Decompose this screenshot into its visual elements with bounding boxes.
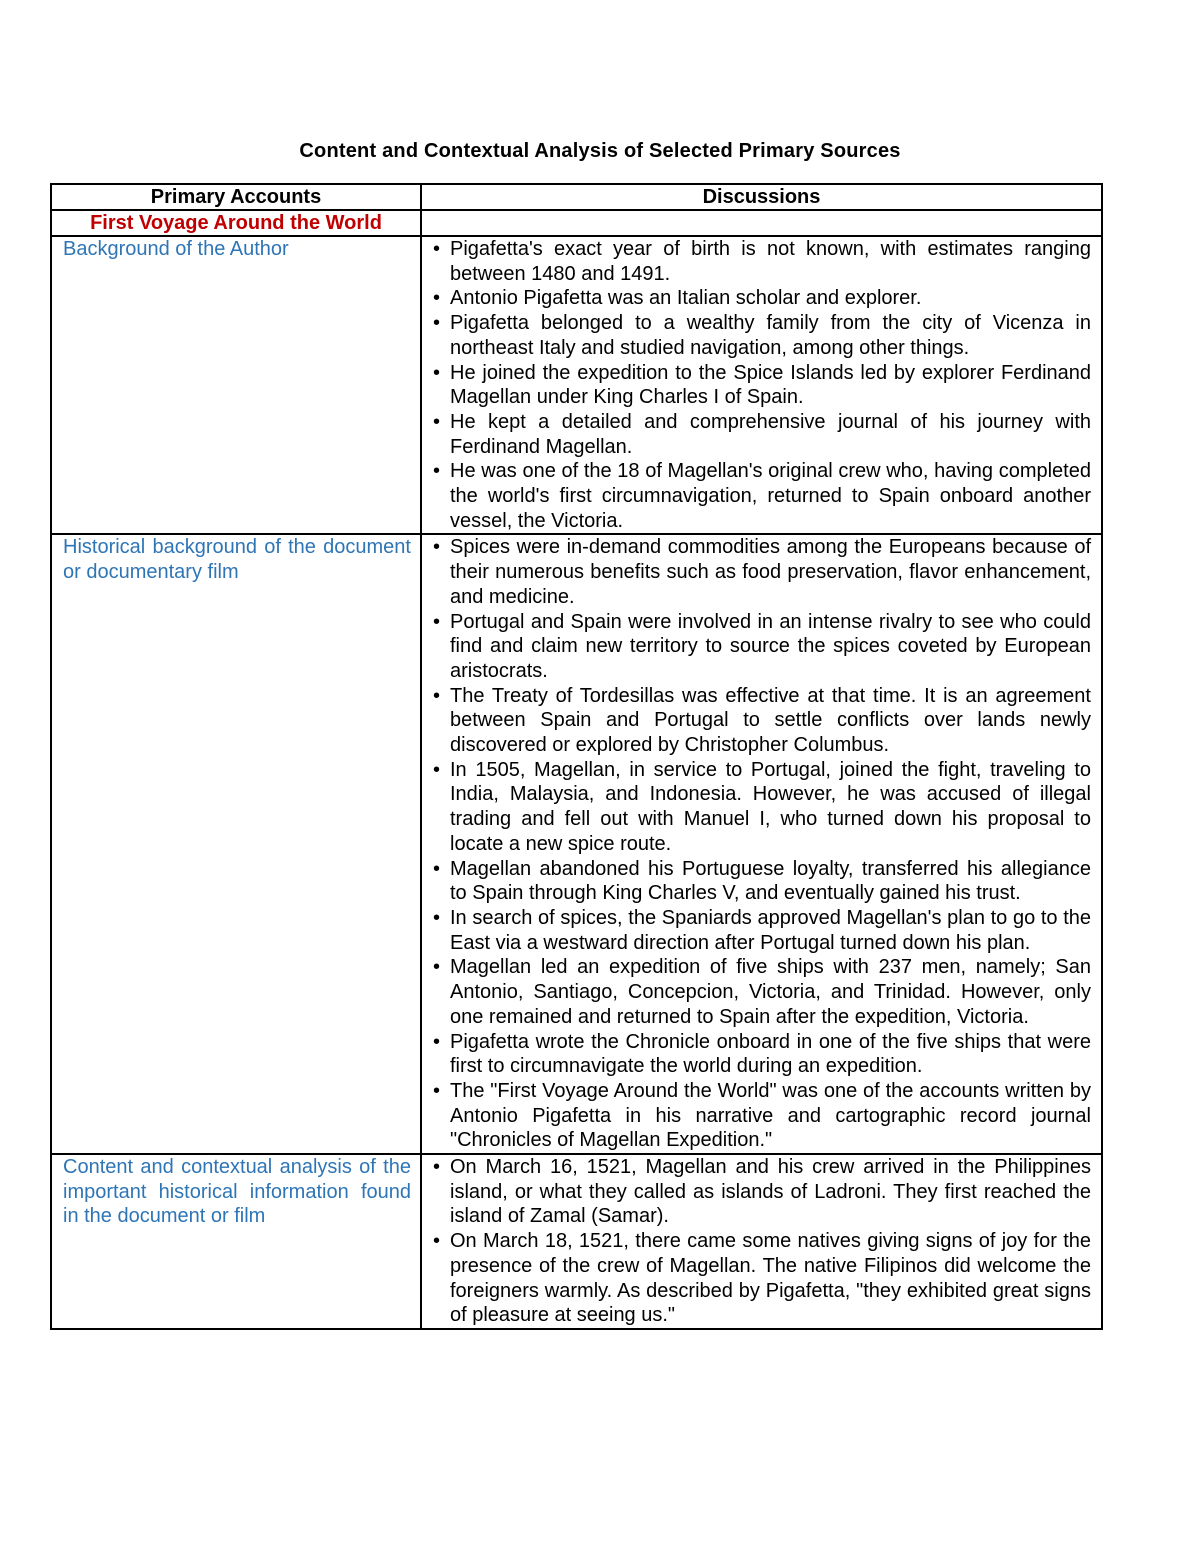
bullet-list	[431, 1155, 1091, 1328]
list-item: • In search of spices, the Spaniards approved Magellan's plan to go to the East via a westward direction after Portugal turned down his plan.	[431, 906, 1091, 955]
discussion-cell	[421, 1154, 1102, 1329]
discussion-cell	[421, 236, 1102, 534]
list-item: • On March 18, 1521, there came some natives giving signs of joy for the presence of the crew of Magellan. The native Filipinos did welcome the foreigners warmly. As described by Pigafetta, "they exhibited great signs of pleasure at seeing us."	[431, 1229, 1091, 1328]
header-row	[51, 184, 1102, 210]
bullet-list	[431, 535, 1091, 1153]
list-item: • The "First Voyage Around the World" was one of the accounts written by Antonio Pigafetta in his narrative and cartographic record journal "Chronicles of Magellan Expedition."	[431, 1079, 1091, 1153]
row-label-background-author: Background of the Author	[51, 236, 421, 534]
list-item: • The Treaty of Tordesillas was effective at that time. It is an agreement between Spain and Portugal to settle conflicts over lands newly discovered or explored by Christopher Columbus.	[431, 684, 1091, 758]
row-label-content-analysis: Content and contextual analysis of the important historical information found in the document or film	[51, 1154, 421, 1329]
list-item: • Portugal and Spain were involved in an intense rivalry to see who could find and claim new territory to source the spices coveted by European aristocrats.	[431, 610, 1091, 684]
list-item: • He was one of the 18 of Magellan's original crew who, having completed the world's first circumnavigation, returned to Spain onboard another vessel, the Victoria.	[431, 459, 1091, 533]
page-title: Content and Contextual Analysis of Selected Primary Sources	[299, 140, 901, 162]
header-primary-accounts: Primary Accounts	[51, 184, 421, 210]
analysis-table	[50, 183, 1103, 1330]
table-row	[51, 236, 1102, 534]
list-item: • Spices were in-demand commodities among the Europeans because of their numerous benefits such as food preservation, flavor enhancement, and medicine.	[431, 535, 1091, 609]
table-row	[51, 534, 1102, 1154]
list-item: • Pigafetta belonged to a wealthy family from the city of Vicenza in northeast Italy and studied navigation, among other things.	[431, 311, 1091, 360]
list-item: • Pigafetta wrote the Chronicle onboard in one of the five ships that were first to circumnavigate the world during an expedition.	[431, 1030, 1091, 1079]
section-empty-cell	[421, 210, 1102, 236]
header-discussions: Discussions	[421, 184, 1102, 210]
section-row	[51, 210, 1102, 236]
list-item: • On March 16, 1521, Magellan and his crew arrived in the Philippines island, or what they called as islands of Ladroni. They first reached the island of Zamal (Samar).	[431, 1155, 1091, 1229]
list-item: • Magellan abandoned his Portuguese loyalty, transferred his allegiance to Spain through King Charles V, and eventually gained his trust.	[431, 857, 1091, 906]
list-item: • He kept a detailed and comprehensive journal of his journey with Ferdinand Magellan.	[431, 410, 1091, 459]
discussion-cell	[421, 534, 1102, 1154]
row-label-historical-background: Historical background of the document or documentary film	[51, 534, 421, 1154]
bullet-list	[431, 237, 1091, 533]
list-item: • In 1505, Magellan, in service to Portugal, joined the fight, traveling to India, Malaysia, and Indonesia. However, he was accused of illegal trading and fell out with Manuel I, who turned down his proposal to locate a new spice route.	[431, 758, 1091, 857]
list-item: • He joined the expedition to the Spice Islands led by explorer Ferdinand Magellan under King Charles I of Spain.	[431, 361, 1091, 410]
section-title: First Voyage Around the World	[51, 210, 421, 236]
list-item: • Magellan led an expedition of five ships with 237 men, namely; San Antonio, Santiago, Concepcion, Victoria, and Trinidad. However, only one remained and returned to Spain after the expedition, Victoria.	[431, 955, 1091, 1029]
list-item: • Pigafetta's exact year of birth is not known, with estimates ranging between 1480 and 1491.	[431, 237, 1091, 286]
table-row	[51, 1154, 1102, 1329]
list-item: • Antonio Pigafetta was an Italian scholar and explorer.	[431, 286, 1091, 311]
